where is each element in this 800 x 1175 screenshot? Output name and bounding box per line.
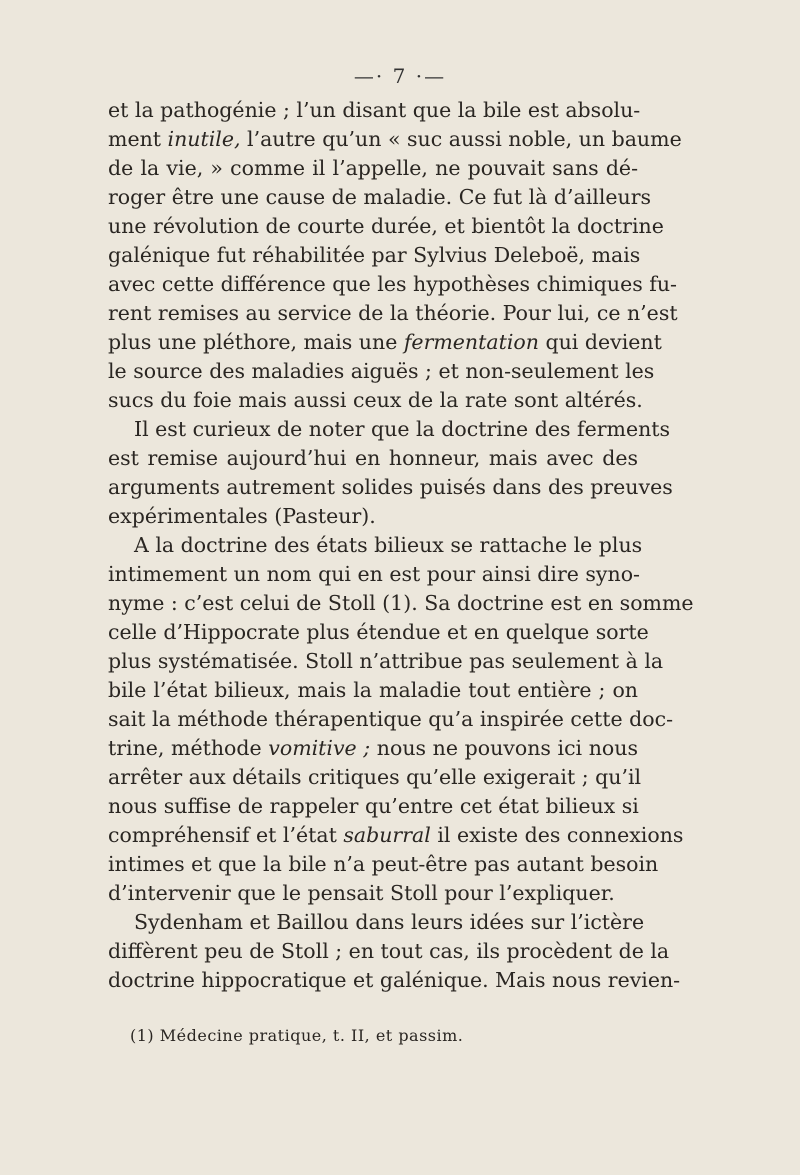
text-line xyxy=(108,908,645,937)
text-segment: roger être une cause de maladie. Ce fut là d’ailleurs xyxy=(108,185,652,209)
paragraph xyxy=(108,96,682,415)
paragraph xyxy=(108,531,694,908)
paragraph xyxy=(108,415,673,531)
text-segment: celle d’Hippocrate plus étendue et en quelque sorte xyxy=(108,620,649,644)
text-line xyxy=(108,763,642,792)
text-line xyxy=(108,444,638,473)
text-segment: compréhensif et l’état xyxy=(108,823,344,847)
text-segment: plus systématisée. Stoll n’attribue pas seulement à la xyxy=(108,649,664,673)
text-line xyxy=(108,850,659,879)
text-line xyxy=(108,821,684,850)
text-line xyxy=(108,937,670,966)
text-segment: intimes et que la bile n’a peut-être pas autant besoin xyxy=(108,852,659,876)
text-segment: l’autre qu’un « suc aussi noble, un baume xyxy=(240,127,682,151)
text-segment: qui devient xyxy=(538,330,662,354)
text-line xyxy=(108,647,664,676)
italic-text: saburral xyxy=(343,823,431,847)
text-segment: sait la méthode thérapentique qu’a inspirée cette doc- xyxy=(108,707,674,731)
text-line xyxy=(108,531,643,560)
text-line xyxy=(108,386,643,415)
text-segment: nous suffise de rappeler qu’entre cet état bilieux si xyxy=(108,794,639,818)
text-line xyxy=(108,154,638,183)
text-segment: bile l’état bilieux, mais la maladie tout entière ; on xyxy=(108,678,638,702)
text-line xyxy=(108,241,641,270)
text-segment: de la vie, » comme il l’appelle, ne pouvait sans dé- xyxy=(108,156,638,180)
text-segment: une révolution de courte durée, et bientôt la doctrine xyxy=(108,214,664,238)
text-line xyxy=(108,618,649,647)
text-segment: galénique fut réhabilitée par Sylvius Deleboë, mais xyxy=(108,243,641,267)
text-segment: intimement un nom qui en est pour ainsi dire syno- xyxy=(108,562,640,586)
text-line xyxy=(108,473,673,502)
text-line xyxy=(108,357,655,386)
text-segment: ment xyxy=(108,127,168,151)
text-segment: trine, méthode xyxy=(108,736,269,760)
body-text xyxy=(108,96,694,995)
text-line xyxy=(108,270,677,299)
text-line xyxy=(108,879,638,908)
text-line xyxy=(108,125,682,154)
paragraph xyxy=(108,908,681,995)
text-line xyxy=(108,502,638,531)
text-segment: nyme : c’est celui de Stoll (1). Sa doctrine est en somme xyxy=(108,591,694,615)
text-line xyxy=(108,299,678,328)
text-line xyxy=(108,705,674,734)
footnote: (1) Médecine pratique, t. II, et passim. xyxy=(130,1026,464,1045)
text-line xyxy=(108,676,638,705)
italic-text: vomitive ; xyxy=(268,736,371,760)
text-segment: rent remises au service de la théorie. Pour lui, ce n’est xyxy=(108,301,678,325)
text-line xyxy=(108,183,652,212)
text-segment: est remise aujourd’hui en honneur, mais avec des xyxy=(108,446,638,470)
text-segment: le source des maladies aiguës ; et non-seulement les xyxy=(108,359,655,383)
text-line xyxy=(108,96,641,125)
text-line xyxy=(108,792,638,821)
text-segment: arrêter aux détails critiques qu’elle exigerait ; qu’il xyxy=(108,765,642,789)
italic-text: inutile, xyxy=(167,127,241,151)
text-segment: avec cette différence que les hypothèses chimiques fu- xyxy=(108,272,677,296)
text-segment: sucs du foie mais aussi ceux de la rate sont altérés. xyxy=(108,388,643,412)
text-segment: plus une pléthore, mais une xyxy=(108,330,404,354)
text-segment: doctrine hippocratique et galénique. Mais nous revien- xyxy=(108,968,681,992)
text-segment: arguments autrement solides puisés dans des preuves xyxy=(108,475,673,499)
text-segment: diffèrent peu de Stoll ; en tout cas, ils procèdent de la xyxy=(108,939,670,963)
text-line xyxy=(108,966,681,995)
text-line xyxy=(108,415,671,444)
text-segment: Sydenham et Baillou dans leurs idées sur l’ictère xyxy=(134,910,645,934)
text-segment: d’intervenir que le pensait Stoll pour l’expliquer. xyxy=(108,881,615,905)
text-segment: expérimentales (Pasteur). xyxy=(108,504,376,528)
text-line xyxy=(108,560,638,589)
text-segment: nous ne pouvons ici nous xyxy=(370,736,638,760)
italic-text: fermentation xyxy=(403,330,539,354)
text-segment: il existe des connexions xyxy=(430,823,684,847)
text-segment: et la pathogénie ; l’un disant que la bile est absolu- xyxy=(108,98,641,122)
page-number: —· 7 ·— xyxy=(353,64,447,88)
text-line xyxy=(108,328,662,357)
text-segment: Il est curieux de noter que la doctrine des ferments xyxy=(134,417,671,441)
text-line xyxy=(108,212,664,241)
text-line xyxy=(108,734,638,763)
text-segment: A la doctrine des états bilieux se rattache le plus xyxy=(134,533,643,557)
text-line xyxy=(108,589,694,618)
